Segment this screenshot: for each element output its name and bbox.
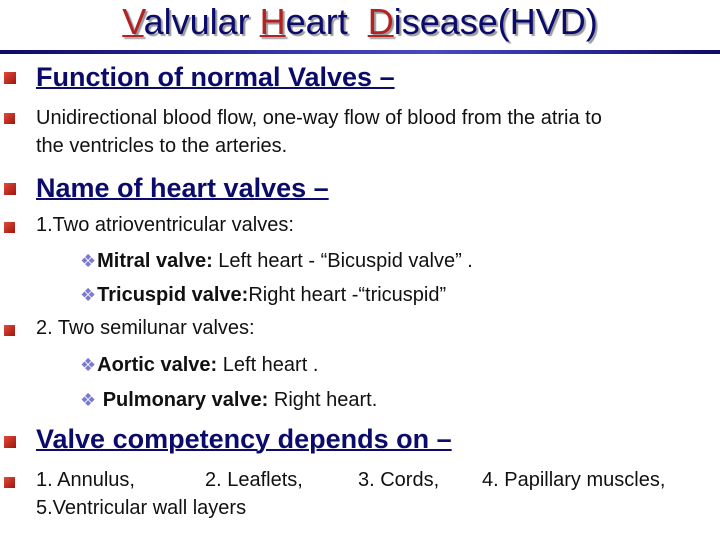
tricuspid-valve-desc: Right heart -“tricuspid”	[248, 284, 447, 306]
square-bullet-icon	[4, 436, 16, 448]
slide-title	[0, 0, 720, 48]
av-valves-label: 1.Two atrioventricular valves:	[36, 214, 294, 236]
tricuspid-valve-name: Tricuspid valve:	[97, 284, 249, 306]
list-item-pulmonary	[80, 389, 377, 412]
title-word-alvular: alvular	[143, 1, 260, 42]
square-bullet-icon	[4, 222, 15, 233]
diamond-bullet-icon: ❖	[80, 390, 97, 410]
competency-leaflets: 2. Leaflets,	[205, 469, 303, 491]
pulmonary-valve-name: Pulmonary valve:	[97, 389, 269, 411]
square-bullet-icon	[4, 477, 15, 488]
square-bullet-icon	[4, 113, 15, 124]
competency-wall-layers: 5.Ventricular wall layers	[36, 497, 247, 519]
title-initial-h: H	[259, 1, 286, 42]
list-item-aortic	[80, 354, 318, 377]
semilunar-valves-label: 2. Two semilunar valves:	[36, 317, 255, 339]
aortic-valve-desc: Left heart .	[217, 354, 319, 376]
pulmonary-valve-desc: Right heart.	[268, 389, 378, 411]
competency-cords: 3. Cords,	[358, 469, 440, 491]
diamond-bullet-icon: ❖	[80, 285, 97, 305]
square-bullet-icon	[4, 183, 16, 195]
heading-function-of-valves: Function of normal Valves –	[36, 62, 395, 92]
para-unidirectional-line1: Unidirectional blood flow, one-way flow of blood from the atria to	[36, 107, 602, 129]
competency-papillary: 4. Papillary muscles,	[482, 469, 666, 491]
title-initial-v: V	[122, 1, 144, 42]
heading-valve-competency: Valve competency depends on –	[36, 424, 452, 454]
title-word-eart: eart	[285, 1, 368, 42]
list-item-tricuspid	[80, 284, 446, 307]
square-bullet-icon	[4, 325, 15, 336]
title-initial-d: D	[367, 1, 394, 42]
heading-name-of-valves: Name of heart valves –	[36, 173, 329, 203]
mitral-valve-desc: Left heart - “Bicuspid valve” .	[212, 250, 473, 272]
diamond-bullet-icon: ❖	[80, 355, 97, 375]
mitral-valve-name: Mitral valve:	[97, 250, 213, 272]
aortic-valve-name: Aortic valve:	[97, 354, 218, 376]
title-word-isease: isease(HVD)	[393, 1, 598, 42]
title-divider	[0, 50, 720, 54]
list-item-mitral	[80, 250, 473, 273]
diamond-bullet-icon: ❖	[80, 251, 97, 271]
square-bullet-icon	[4, 72, 16, 84]
para-unidirectional-line2: the ventricles to the arteries.	[36, 135, 288, 157]
competency-annulus: 1. Annulus,	[36, 469, 135, 491]
